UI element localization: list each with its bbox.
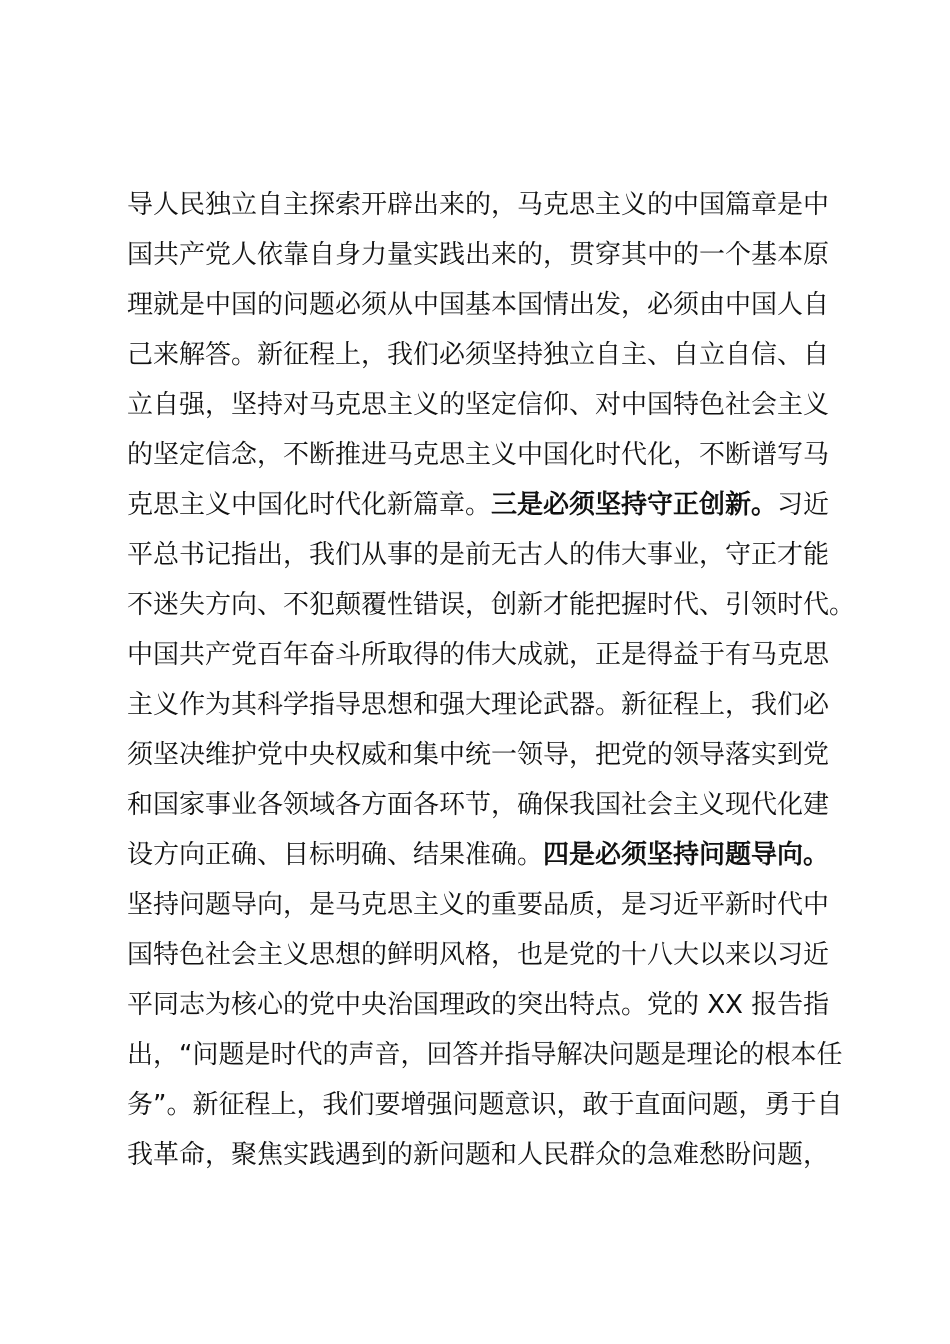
text-line — [127, 830, 843, 880]
text-line — [127, 880, 843, 930]
text-line — [127, 380, 843, 430]
text-run: 出，“问题是时代的声音，回答并指导解决问题是理论的根本任 — [127, 1040, 843, 1070]
text-line — [127, 1080, 843, 1130]
text-line — [127, 480, 843, 530]
text-line — [127, 230, 843, 280]
text-run: 习近 — [777, 490, 830, 520]
text-line — [127, 430, 843, 480]
body-text — [127, 180, 856, 1180]
text-run: 国特色社会主义思想的鲜明风格，也是党的十八大以来以习近 — [127, 940, 830, 970]
text-run: 平同志为核心的党中央治国理政的突出特点。党的 XX 报告指 — [127, 990, 830, 1020]
text-line — [127, 1130, 843, 1180]
text-run: 不迷失方向、不犯颠覆性错误，创新才能把握时代、引领时代。 — [127, 590, 856, 620]
bold-heading-run: 三是必须坚持守正创新。 — [491, 490, 778, 520]
text-line — [127, 330, 843, 380]
text-line — [127, 580, 856, 630]
text-run: 的坚定信念，不断推进马克思主义中国化时代化，不断谱写马 — [127, 440, 830, 470]
text-run: 坚持问题导向，是马克思主义的重要品质，是习近平新时代中 — [127, 890, 830, 920]
text-line — [127, 530, 843, 580]
text-line — [127, 930, 843, 980]
text-run: 设方向正确、目标明确、结果准确。 — [127, 840, 544, 870]
text-line — [127, 730, 843, 780]
text-run: 务”。新征程上，我们要增强问题意识，敢于直面问题，勇于自 — [127, 1090, 843, 1120]
text-line — [127, 630, 843, 680]
text-line — [127, 1030, 843, 1080]
text-run: 理就是中国的问题必须从中国基本国情出发，必须由中国人自 — [127, 290, 830, 320]
bold-heading-run: 四是必须坚持问题导向。 — [543, 840, 830, 870]
text-run: 立自强，坚持对马克思主义的坚定信仰、对中国特色社会主义 — [127, 390, 830, 420]
text-run: 克思主义中国化时代化新篇章。 — [127, 490, 492, 520]
text-run: 中国共产党百年奋斗所取得的伟大成就，正是得益于有马克思 — [127, 640, 830, 670]
text-run: 导人民独立自主探索开辟出来的，马克思主义的中国篇章是中 — [127, 190, 830, 220]
text-run: 和国家事业各领域各方面各环节，确保我国社会主义现代化建 — [127, 790, 830, 820]
text-run: 国共产党人依靠自身力量实践出来的，贯穿其中的一个基本原 — [127, 240, 830, 270]
text-line — [127, 980, 843, 1030]
text-run: 主义作为其科学指导思想和强大理论武器。新征程上，我们必 — [127, 690, 830, 720]
text-run: 己来解答。新征程上，我们必须坚持独立自主、自立自信、自 — [127, 340, 830, 370]
text-line — [127, 180, 843, 230]
text-line — [127, 680, 843, 730]
text-run: 平总书记指出，我们从事的是前无古人的伟大事业，守正才能 — [127, 540, 830, 570]
text-run: 须坚决维护党中央权威和集中统一领导，把党的领导落实到党 — [127, 740, 830, 770]
text-run: 我革命，聚焦实践遇到的新问题和人民群众的急难愁盼问题， — [127, 1140, 830, 1170]
text-line — [127, 280, 843, 330]
text-line — [127, 780, 843, 830]
